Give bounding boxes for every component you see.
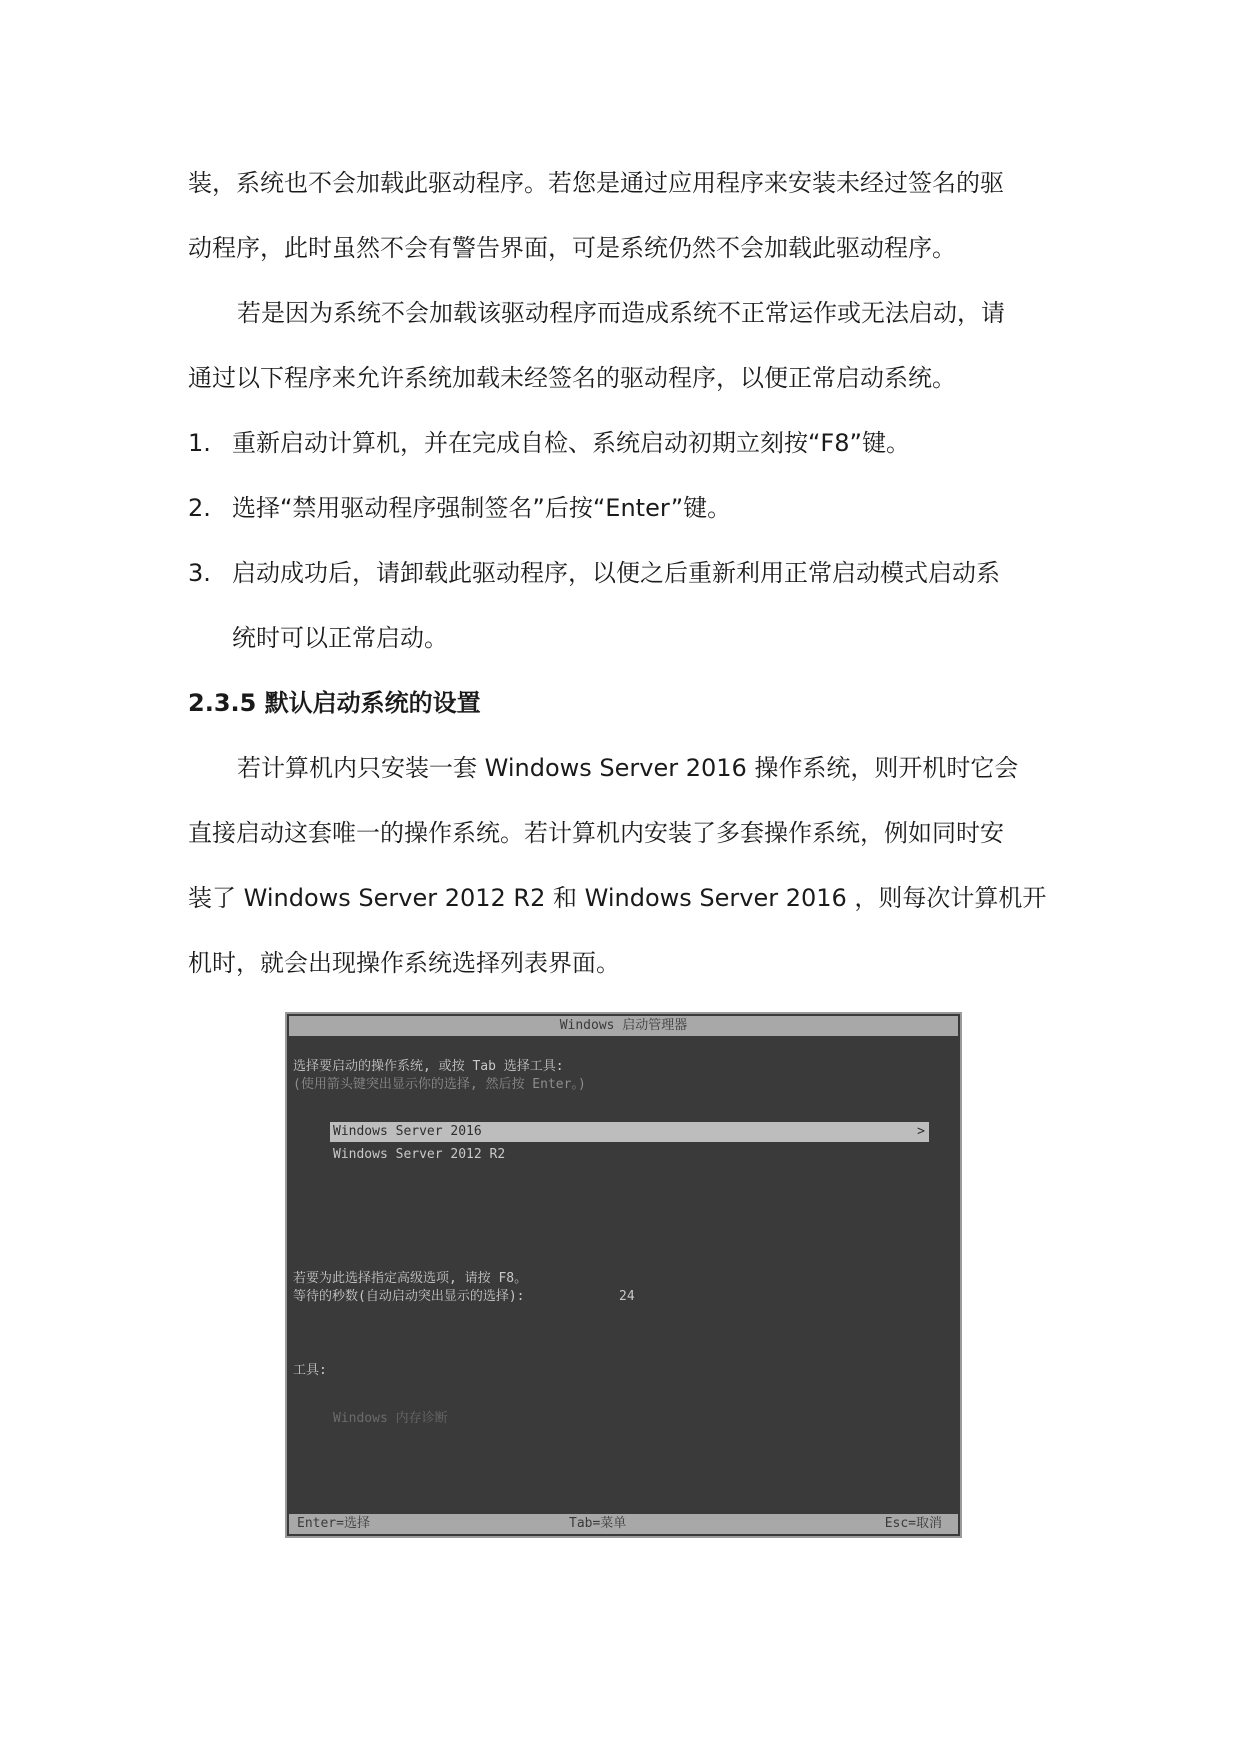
boot-prompt: 选择要启动的操作系统, 或按 Tab 选择工具: <box>293 1059 564 1074</box>
boot-prompt-hint: (使用箭头键突出显示你的选择, 然后按 Enter。) <box>293 1077 586 1092</box>
paragraph-line: 装，系统也不会加载此驱动程序。若您是通过应用程序来安装未经过签名的驱 <box>188 169 1004 197</box>
boot-tool-item[interactable]: Windows 内存诊断 <box>333 1411 448 1426</box>
step-number: 3. <box>188 559 211 587</box>
boot-footer <box>289 1514 958 1534</box>
step-text: 启动成功后，请卸载此驱动程序，以便之后重新利用正常启动模式启动系 <box>232 559 1000 587</box>
paragraph-line: 直接启动这套唯一的操作系统。若计算机内安装了多套操作系统，例如同时安 <box>188 819 1004 847</box>
footer-tab-hint: Tab=菜单 <box>569 1516 627 1531</box>
step-number: 1. <box>188 429 211 457</box>
paragraph-line: 机时，就会出现操作系统选择列表界面。 <box>188 949 620 977</box>
step-number: 2. <box>188 494 211 522</box>
boot-countdown-value: 24 <box>619 1289 635 1304</box>
boot-advanced-hint: 若要为此选择指定高级选项, 请按 F8。 <box>293 1271 528 1286</box>
boot-tools-label: 工具: <box>293 1363 327 1378</box>
boot-os-item-selected[interactable] <box>330 1122 929 1142</box>
boot-manager-screenshot <box>285 1012 962 1538</box>
paragraph-line: 动程序，此时虽然不会有警告界面，可是系统仍然不会加载此驱动程序。 <box>188 234 956 262</box>
boot-os-item[interactable]: Windows Server 2012 R2 <box>333 1147 506 1162</box>
boot-manager-title: Windows 启动管理器 <box>289 1016 958 1036</box>
step-text: 选择“禁用驱动程序强制签名”后按“Enter”键。 <box>232 494 732 522</box>
paragraph-line: 装了 Windows Server 2012 R2 和 Windows Server 2016 ，则每次计算机开 <box>188 884 1047 912</box>
boot-countdown-label: 等待的秒数(自动启动突出显示的选择): <box>293 1289 525 1304</box>
footer-enter-hint: Enter=选择 <box>297 1516 370 1531</box>
footer-esc-hint: Esc=取消 <box>884 1516 942 1531</box>
paragraph-line: 若是因为系统不会加载该驱动程序而造成系统不正常运作或无法启动，请 <box>237 299 1005 327</box>
section-heading: 2.3.5 默认启动系统的设置 <box>188 689 481 717</box>
chevron-right-icon: > <box>917 1124 925 1139</box>
paragraph-line: 通过以下程序来允许系统加载未经签名的驱动程序，以便正常启动系统。 <box>188 364 956 392</box>
boot-os-label: Windows Server 2016 <box>333 1124 482 1139</box>
step-text-continuation: 统时可以正常启动。 <box>232 624 448 652</box>
paragraph-line: 若计算机内只安装一套 Windows Server 2016 操作系统，则开机时它会 <box>237 754 1019 782</box>
step-text: 重新启动计算机，并在完成自检、系统启动初期立刻按“F8”键。 <box>232 429 910 457</box>
